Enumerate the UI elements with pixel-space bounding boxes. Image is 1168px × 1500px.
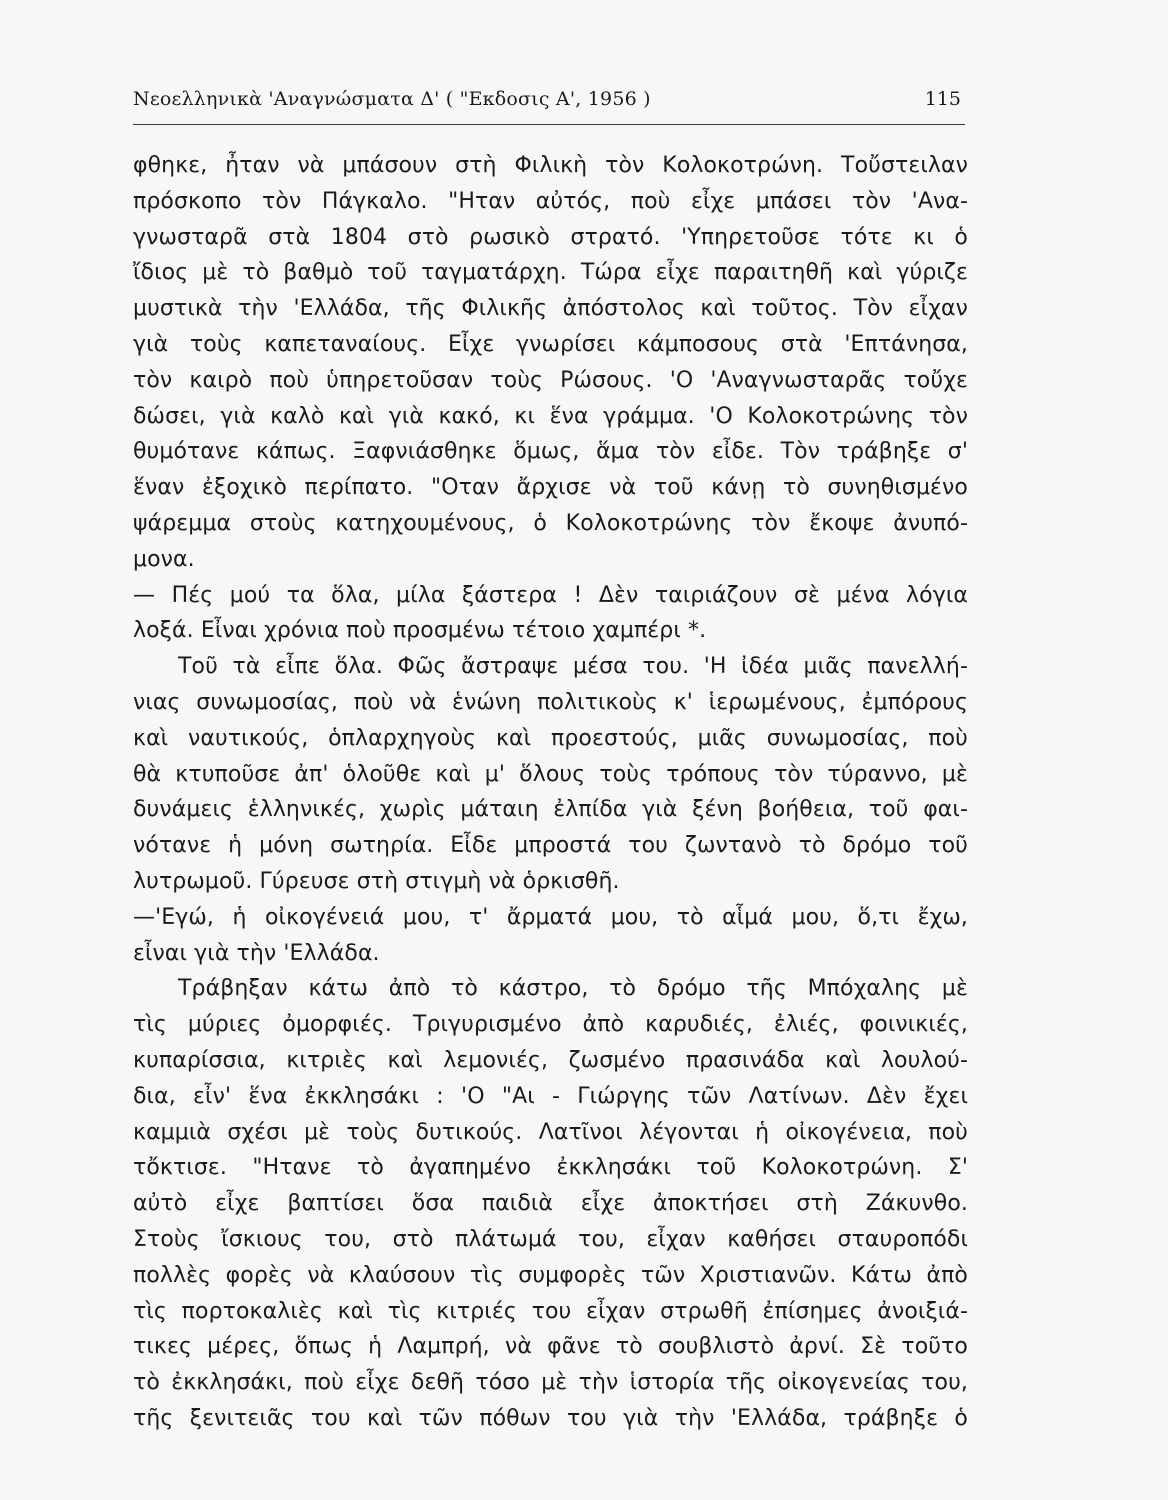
text-line: λοξά. Εἶναι χρόνια ποὺ προσμένω τέτοιο χαμπέρι *. — [133, 618, 707, 644]
text-line: θὰ κτυποῦσε ἀπ' ὁλοῦθε καὶ μ' ὅλους τοὺς τρόπους τὸν τύραννο, μὲ — [133, 761, 968, 787]
text-line: Στοὺς ἴσκιους του, στὸ πλάτωμά του, εἶχαν καθήσει σταυροπόδι — [133, 1226, 968, 1252]
text-line: κυπαρίσσια, κιτριὲς καὶ λεμονιές, ζωσμένο πρασινάδα καὶ λουλού- — [133, 1047, 968, 1073]
text-line: δώσει, γιὰ καλὸ καὶ γιὰ κακό, κι ἕνα γράμμα. 'Ο Κολοκοτρώνης τὸν — [133, 403, 968, 429]
text-line: νιας συνωμοσίας, ποὺ νὰ ἑνώνη πολιτικοὺς κ' ἱερωμένους, ἐμπόρους — [133, 689, 968, 715]
dialogue-line: —'Εγώ, ἡ οἰκογένειά μου, τ' ἄρματά μου, τὸ αἷμά μου, ὅ,τι ἔχω, — [133, 904, 968, 930]
text-line: πολλὲς φορὲς νὰ κλαύσουν τὶς συμφορὲς τῶν Χριστιανῶν. Κάτω ἀπὸ — [133, 1262, 968, 1288]
text-line: τὶς πορτοκαλιὲς καὶ τὶς κιτριές του εἶχαν στρωθῆ ἐπίσημες ἀνοιξιά- — [133, 1298, 968, 1324]
text-line: δια, εἶν' ἕνα ἐκκλησάκι : 'Ο "Αι - Γιώργης τῶν Λατίνων. Δὲν ἔχει — [133, 1083, 968, 1109]
text-line: τὄκτισε. "Ητανε τὸ ἀγαπημένο ἐκκλησάκι τοῦ Κολοκοτρώνη. Σ' — [133, 1155, 968, 1181]
text-line: μονα. — [133, 546, 195, 572]
page-number: 115 — [924, 88, 961, 110]
text-line: δυνάμεις ἑλληνικές, χωρὶς μάταιη ἐλπίδα γιὰ ξένη βοήθεια, τοῦ φαι- — [133, 797, 968, 823]
dialogue-line: — Πές μού τα ὅλα, μίλα ξάστερα ! Δὲν ταιριάζουν σὲ μένα λόγια — [133, 582, 968, 608]
paragraph-start-line: Τοῦ τὰ εἶπε ὅλα. Φῶς ἄστραψε μέσα του. 'Η ἰδέα μιᾶς πανελλή- — [178, 654, 968, 680]
text-line: μυστικὰ τὴν 'Ελλάδα, τῆς Φιλικῆς ἀπόστολος καὶ τοῦτος. Τὸν εἶχαν — [133, 296, 968, 322]
paragraph-start-line: Τράβηξαν κάτω ἀπὸ τὸ κάστρο, τὸ δρόμο τῆς Μπόχαλης μὲ — [178, 976, 968, 1002]
text-line: αὐτὸ εἶχε βαπτίσει ὅσα παιδιὰ εἶχε ἀποκτήσει στὴ Ζάκυνθο. — [133, 1191, 968, 1217]
text-line: τὸν καιρὸ ποὺ ὑπηρετοῦσαν τοὺς Ρώσους. 'Ο 'Αναγνωσταρᾶς τοὔχε — [133, 367, 968, 393]
text-line: ἕναν ἐξοχικὸ περίπατο. "Οταν ἄρχισε νὰ τοῦ κάνῃ τὸ συνηθισμένο — [133, 475, 968, 501]
text-line: λυτρωμοῦ. Γύρευσε στὴ στιγμὴ νὰ ὁρκισθῆ. — [133, 868, 620, 894]
body-text — [133, 148, 968, 1437]
text-line: γνωσταρᾶ στὰ 1804 στὸ ρωσικὸ στρατό. 'Υπηρετοῦσε τότε κι ὁ — [133, 224, 968, 250]
text-line: τὶς μύριες ὀμορφιές. Τριγυρισμένο ἀπὸ καρυδιές, ἐλιές, φοινικιές, — [133, 1012, 968, 1038]
text-line: ἴδιος μὲ τὸ βαθμὸ τοῦ ταγματάρχη. Τώρα εἶχε παραιτηθῆ καὶ γύριζε — [133, 260, 968, 286]
text-line: θυμότανε κάπως. Ξαφνιάσθηκε ὅμως, ἅμα τὸν εἶδε. Τὸν τράβηξε σ' — [133, 439, 968, 465]
text-line: τικες μέρες, ὅπως ἡ Λαμπρή, νὰ φᾶνε τὸ σουβλιστὸ ἀρνί. Σὲ τοῦτο — [133, 1334, 968, 1360]
text-line: εἶναι γιὰ τὴν 'Ελλάδα. — [133, 940, 380, 966]
running-title: Νεοελληνικὰ 'Αναγνώσματα Δ' ( "Εκδοσις Α', 1956 ) — [133, 88, 651, 110]
text-line: γιὰ τοὺς καπεταναίους. Εἶχε γνωρίσει κάμποσους στὰ 'Επτάνησα, — [133, 331, 968, 357]
text-line: φθηκε, ἦταν νὰ μπάσουν στὴ Φιλικὴ τὸν Κολοκοτρώνη. Τοὔστειλαν — [133, 153, 968, 178]
running-header — [133, 88, 965, 125]
text-line: νότανε ἡ μόνη σωτηρία. Εἶδε μπροστά του ζωντανὸ τὸ δρόμο τοῦ — [133, 833, 968, 859]
text-line: τὸ ἐκκλησάκι, ποὺ εἶχε δεθῆ τόσο μὲ τὴν ἱστορία τῆς οἰκογενείας του, — [133, 1370, 968, 1396]
text-line: καμμιὰ σχέσι μὲ τοὺς δυτικούς. Λατῖνοι λέγονται ἡ οἰκογένεια, ποὺ — [133, 1119, 968, 1145]
text-line: καὶ ναυτικούς, ὁπλαρχηγοὺς καὶ προεστούς, μιᾶς συνωμοσίας, ποὺ — [133, 725, 968, 751]
text-line: πρόσκοπο τὸν Πάγκαλο. "Ηταν αὐτός, ποὺ εἶχε μπάσει τὸν 'Ανα- — [133, 188, 968, 214]
text-line: τῆς ξενιτειᾶς του καὶ τῶν πόθων του γιὰ τὴν 'Ελλάδα, τράβηξε ὁ — [133, 1405, 968, 1431]
text-line: ψάρεμμα στοὺς κατηχουμένους, ὁ Κολοκοτρώνης τὸν ἔκοψε ἀνυπό- — [133, 510, 968, 536]
